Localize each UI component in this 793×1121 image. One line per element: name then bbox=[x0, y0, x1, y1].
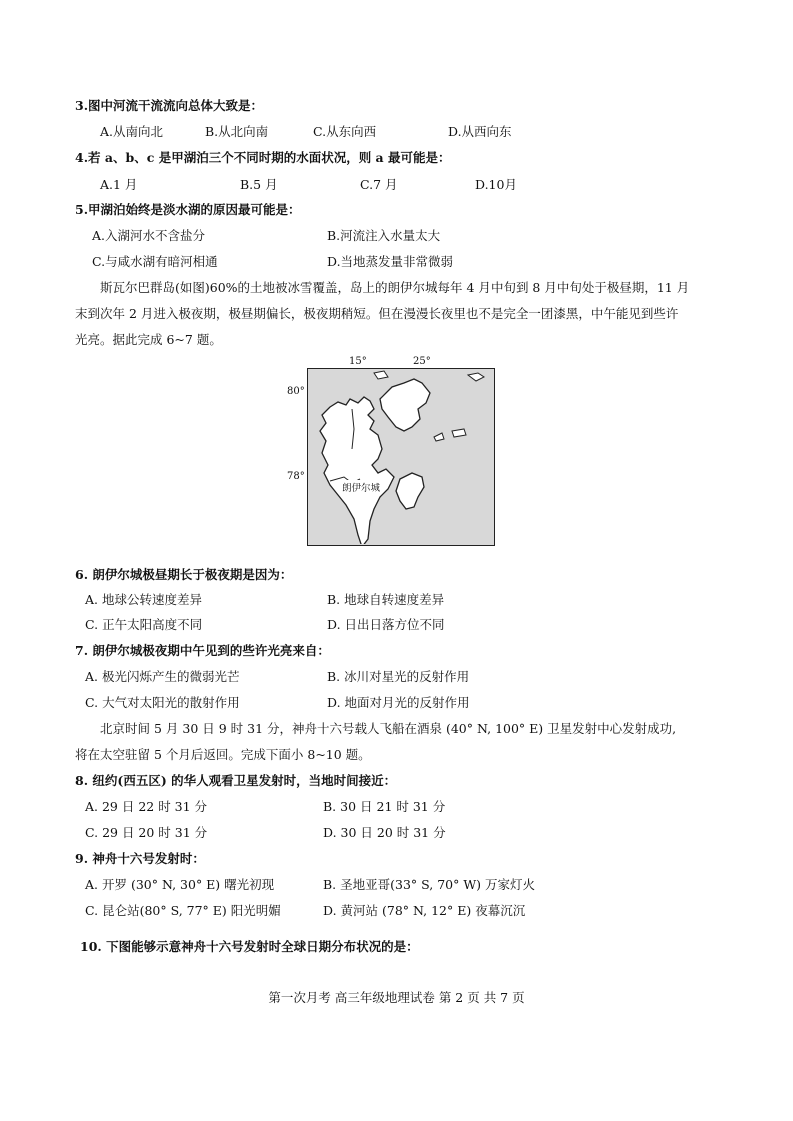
q4-option-b: B.5 月 bbox=[240, 177, 278, 192]
q9-option-b: B. 圣地亚哥(33° S, 70° W) 万家灯火 bbox=[323, 877, 536, 892]
q8-option-b: B. 30 日 21 时 31 分 bbox=[323, 799, 446, 814]
map-lon-label-25: 25° bbox=[413, 356, 431, 367]
q5-option-a: A.入湖河水不含盐分 bbox=[92, 228, 206, 243]
passage-svalbard-line-2: 末到次年 2 月进入极夜期，极昼期偏长，极夜期稍短。但在漫漫长夜里也不是完全一团漆黑，中午能见到些许 bbox=[75, 306, 679, 321]
question-3-stem: 3.图中河流干流流向总体大致是： bbox=[75, 98, 264, 113]
nordaustlandet-island bbox=[380, 379, 430, 431]
page-footer: 第一次月考 高三年级地理试卷 第 2 页 共 7 页 bbox=[268, 990, 525, 1005]
q4-option-d: D.10月 bbox=[475, 177, 517, 192]
q3-option-c: C.从东向西 bbox=[313, 124, 377, 139]
q7-option-c: C. 大气对太阳光的散射作用 bbox=[85, 695, 240, 710]
svalbard-map bbox=[307, 368, 495, 546]
map-lon-label-15: 15° bbox=[349, 356, 367, 367]
question-5-stem: 5.甲湖泊始终是淡水湖的原因最可能是： bbox=[75, 202, 301, 217]
q6-option-b: B. 地球自转速度差异 bbox=[327, 592, 445, 607]
small-island-east-1 bbox=[434, 433, 444, 441]
question-9-stem: 9. 神舟十六号发射时： bbox=[75, 851, 205, 866]
q6-option-d: D. 日出日落方位不同 bbox=[327, 617, 445, 632]
q7-option-d: D. 地面对月光的反射作用 bbox=[327, 695, 470, 710]
q3-option-b: B.从北向南 bbox=[205, 124, 269, 139]
map-lat-label-78: 78° bbox=[287, 471, 305, 482]
passage-shenzhou-line-1: 北京时间 5 月 30 日 9 时 31 分，神舟十六号载人飞船在酒泉 (40° N, 100° E) 卫星发射中心发射成功, bbox=[100, 721, 677, 736]
q5-option-d: D.当地蒸发量非常微弱 bbox=[327, 254, 454, 269]
q6-option-a: A. 地球公转速度差异 bbox=[85, 592, 202, 607]
q5-option-c: C.与咸水湖有暗河相通 bbox=[92, 254, 218, 269]
kvitoya-island bbox=[468, 373, 484, 381]
small-island-east-2 bbox=[452, 429, 466, 437]
q6-option-c: C. 正午太阳高度不同 bbox=[85, 617, 203, 632]
map-lat-label-80: 80° bbox=[287, 386, 305, 397]
q8-option-d: D. 30 日 20 时 31 分 bbox=[323, 825, 446, 840]
map-city-label: 朗伊尔城 bbox=[341, 480, 381, 494]
small-island-north bbox=[374, 371, 388, 379]
edgeoya-island bbox=[396, 473, 424, 509]
question-8-stem: 8. 纽约(西五区) 的华人观看卫星发射时，当地时间接近： bbox=[75, 773, 397, 788]
q4-option-a: A.1 月 bbox=[100, 177, 138, 192]
q9-option-d: D. 黄河站 (78° N, 12° E) 夜幕沉沉 bbox=[323, 903, 526, 918]
question-6-stem: 6. 朗伊尔城极昼期长于极夜期是因为： bbox=[75, 567, 293, 582]
q7-option-b: B. 冰川对星光的反射作用 bbox=[327, 669, 470, 684]
q8-option-c: C. 29 日 20 时 31 分 bbox=[85, 825, 208, 840]
svalbard-map-drawing bbox=[308, 369, 493, 544]
passage-shenzhou-line-2: 将在太空驻留 5 个月后返回。完成下面小 8~10 题。 bbox=[75, 747, 371, 762]
passage-svalbard-line-1: 斯瓦尔巴群岛(如图)60%的土地被冰雪覆盖，岛上的朗伊尔城每年 4 月中旬到 8 月中旬处于极昼期，11 月 bbox=[100, 280, 690, 295]
q4-option-c: C.7 月 bbox=[360, 177, 398, 192]
q8-option-a: A. 29 日 22 时 31 分 bbox=[85, 799, 208, 814]
q9-option-c: C. 昆仑站(80° S, 77° E) 阳光明媚 bbox=[85, 903, 281, 918]
question-10-stem: 10. 下图能够示意神舟十六号发射时全球日期分布状况的是： bbox=[80, 939, 419, 954]
passage-svalbard-line-3: 光亮。据此完成 6~7 题。 bbox=[75, 332, 222, 347]
q3-option-d: D.从西向东 bbox=[448, 124, 512, 139]
q9-option-a: A. 开罗 (30° N, 30° E) 曙光初现 bbox=[85, 877, 275, 892]
question-4-stem: 4.若 a、b、c 是甲湖泊三个不同时期的水面状况，则 a 最可能是： bbox=[75, 150, 451, 165]
spitsbergen-island bbox=[320, 397, 394, 544]
question-7-stem: 7. 朗伊尔城极夜期中午见到的些许光亮来自： bbox=[75, 643, 330, 658]
q3-option-a: A.从南向北 bbox=[100, 124, 164, 139]
q5-option-b: B.河流注入水量太大 bbox=[327, 228, 441, 243]
q7-option-a: A. 极光闪烁产生的微弱光芒 bbox=[85, 669, 240, 684]
